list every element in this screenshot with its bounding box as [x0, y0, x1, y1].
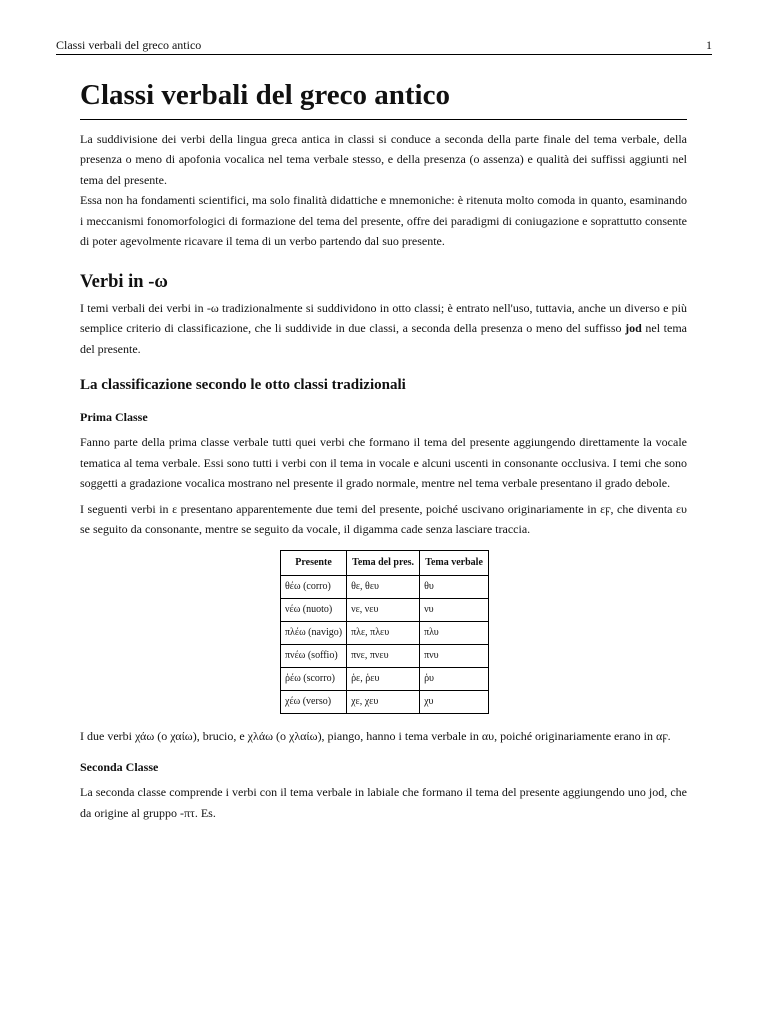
table-cell: ῥυ — [420, 667, 489, 690]
verb-table — [280, 550, 489, 714]
page-number: 1 — [706, 38, 712, 52]
prima-classe-paragraph-1: Fanno parte della prima classe verbale tutti quei verbi che formano il tema del presente aggiungendo direttamente la vocale tematica al tema verbale. Essi sono tutti i verbi con il tema in vocale e alcuni uscenti in consonante occlusiva. I temi che sono soggetti a gradazione vocalica mostrano nel presente il grado normale, mentre nel tema verbale presentano il grado debole. — [80, 435, 687, 491]
prima-classe-paragraph-2: I seguenti verbi in ε presentano apparentemente due temi del presente, poiché uscivano originariamente in εϝ, che diventa ευ se seguito da consonante, mentre se seguito da vocale, il digamma cade senza lasciare traccia. — [80, 501, 687, 537]
table-cell: πνε, πνευ — [347, 644, 420, 667]
heading-seconda-classe: Seconda Classe — [80, 760, 159, 775]
table-row — [281, 598, 489, 621]
table-cell: θε, θευ — [347, 575, 420, 598]
table-header-row — [281, 550, 489, 575]
article-body — [80, 78, 687, 823]
table-cell: νυ — [420, 598, 489, 621]
table-row — [281, 621, 489, 644]
table-cell: νε, νευ — [347, 598, 420, 621]
prima-classe-paragraph-3: I due verbi χάω (o χαίω), brucio, e χλάω (o χλαίω), piango, hanno i tema verbale in αυ, poiché originariamente erano in αϝ. — [80, 728, 671, 743]
running-header — [56, 38, 712, 53]
table-cell: θέω (corro) — [281, 575, 347, 598]
table-cell: πλέω (navigo) — [281, 621, 347, 644]
table-cell: πνέω (soffio) — [281, 644, 347, 667]
paragraph-text: I temi verbali dei verbi in -ω tradizionalmente si suddividono in otto classi; è entrato nell'uso, tuttavia, anche un diverso e più semplice criterio di classificazione, che li suddivide in due classi, a seconda della presenza o meno del suffisso — [80, 300, 687, 336]
table-cell: πνυ — [420, 644, 489, 667]
table-cell: ῥε, ῥευ — [347, 667, 420, 690]
table-cell: θυ — [420, 575, 489, 598]
subsection-heading-otto-classi: La classificazione secondo le otto classi tradizionali — [80, 377, 406, 394]
section-heading-verbi-in-omega: Verbi in -ω — [80, 271, 168, 292]
table-header-tema-verbale: Tema verbale — [420, 550, 489, 575]
table-row — [281, 575, 489, 598]
running-header-title: Classi verbali del greco antico — [56, 38, 202, 52]
seconda-classe-paragraph-1: La seconda classe comprende i verbi con il tema verbale in labiale che formano il tema del presente aggiungendo uno jod, che da origine al gruppo -πτ. Es. — [80, 785, 687, 820]
table-row — [281, 690, 489, 713]
intro-paragraph-2: Essa non ha fondamenti scientifici, ma solo finalità didattiche e mnemoniche: è ritenuta molto comoda in quanto, esaminando i meccanismi fonomorfologici di formazione del tema del presente, offre dei paradigmi di coniugazione e soprattutto consente di poter agevolmente ricavare il tema di un verbo partendo dal suo presente. — [80, 193, 687, 249]
table-cell: νέω (nuoto) — [281, 598, 347, 621]
table-cell: πλυ — [420, 621, 489, 644]
table-cell: χυ — [420, 690, 489, 713]
table-cell: χέω (verso) — [281, 690, 347, 713]
table-header-presente: Presente — [281, 550, 347, 575]
intro-paragraph-1: La suddivisione dei verbi della lingua greca antica in classi si conduce a seconda della parte finale del tema verbale, della presenza o meno di apofonia vocalica nel tema verbale stesso, e della presenza (o assenza) e qualità dei suffissi aggiunti nel tema del presente. — [80, 131, 687, 187]
table-row — [281, 644, 489, 667]
table-cell: ῥέω (scorro) — [281, 667, 347, 690]
table-header-tema-pres: Tema del pres. — [347, 550, 420, 575]
table-cell: πλε, πλευ — [347, 621, 420, 644]
header-rule — [56, 54, 712, 55]
jod-term: jod — [625, 321, 642, 336]
table-row — [281, 667, 489, 690]
article-title: Classi verbali del greco antico — [80, 78, 687, 120]
paragraph-text: nel tema del presente. — [80, 321, 687, 356]
heading-prima-classe: Prima Classe — [80, 410, 148, 425]
section-paragraph-verbi-in-omega — [80, 298, 687, 360]
table-cell: χε, χευ — [347, 690, 420, 713]
